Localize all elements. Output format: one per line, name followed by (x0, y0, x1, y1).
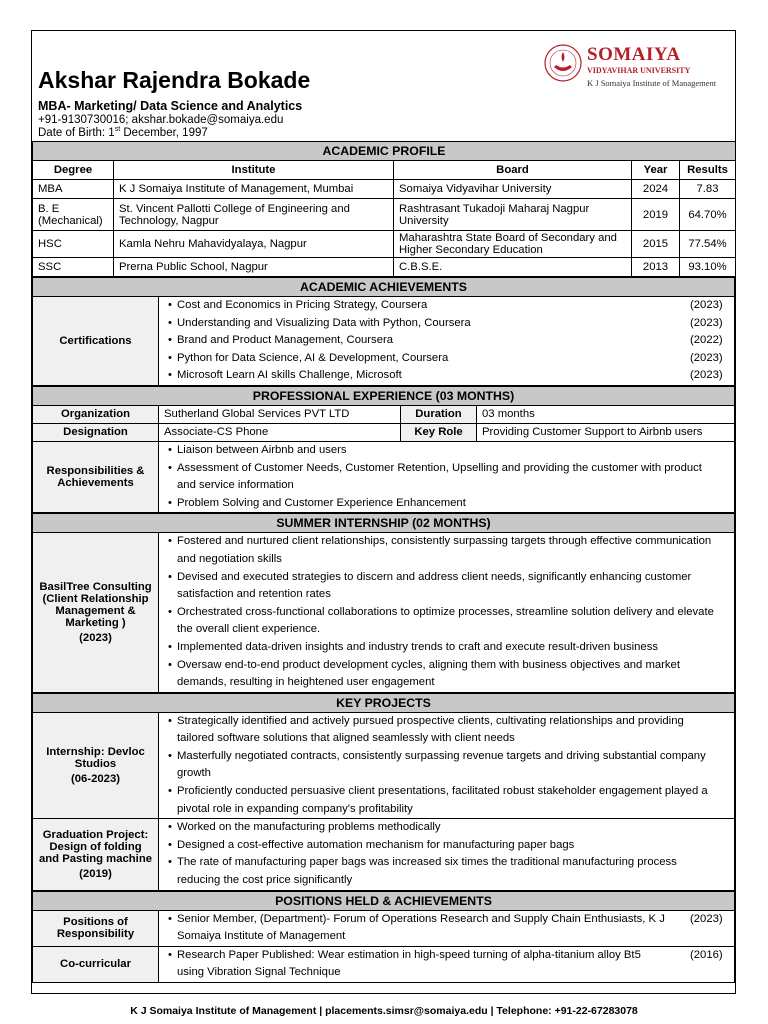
logo-name: SOMAIYA (587, 44, 681, 65)
contact-info: +91-9130730016; akshar.bokade@somaiya.edu (38, 114, 284, 126)
list-item: • Proficiently conducted persuasive client presentations, facilitated robust stakeholder engagement played a pivotal role in expanding company's profitability (159, 783, 714, 818)
section-title-experience: PROFESSIONAL EXPERIENCE (03 MONTHS) (33, 386, 735, 405)
positions-label: Positions of Responsibility (33, 910, 159, 946)
cell-degree: MBA (33, 180, 114, 199)
list-item: • Masterfully negotiated contracts, consistently surpassing revenue targets and driving substantial company growth (159, 748, 714, 783)
section-title-internship: SUMMER INTERNSHIP (02 MONTHS) (33, 514, 735, 533)
responsibilities-label: Responsibilities & Achievements (33, 441, 159, 512)
logo-institute: K J Somaiya Institute of Management (587, 78, 717, 88)
table-row (33, 231, 736, 258)
summer-internship-table (32, 513, 735, 692)
academic-achievements-table (32, 277, 735, 386)
university-logo (543, 41, 723, 93)
duration-label: Duration (401, 405, 477, 423)
co-curricular-list (159, 947, 734, 982)
key-projects-table (32, 693, 735, 891)
cell-board: Maharashtra State Board of Secondary and Higher Secondary Education (394, 231, 632, 258)
internship-company: BasilTree Consulting (39, 581, 152, 594)
page-footer: K J Somaiya Institute of Management | placements.simsr@somaiya.edu | Telephone: +91-22-67283078 (130, 1005, 638, 1017)
list-item: • Devised and executed strategies to discern and address client needs, significantly enhancing customer satisfaction and retention rates (159, 569, 714, 604)
table-row (33, 180, 736, 199)
organization-label: Organization (33, 405, 159, 423)
cell-result: 7.83 (680, 180, 736, 199)
project-1-year: (06-2023) (71, 772, 120, 785)
candidate-name: Akshar Rajendra Bokade (38, 67, 311, 93)
duration-value: 03 months (477, 405, 735, 423)
responsibilities-list (159, 442, 734, 512)
section-title-achievements: ACADEMIC ACHIEVEMENTS (33, 278, 735, 297)
academic-profile-table (32, 141, 736, 277)
project-2-title: Graduation Project: Design of folding and Pasting machine (39, 828, 152, 865)
program-title: MBA- Marketing/ Data Science and Analytics (38, 99, 303, 113)
list-item: • Assessment of Customer Needs, Customer Retention, Upselling and providing the customer with product and service information (159, 460, 734, 495)
list-item: • Brand and Product Management, Coursera (2022) (159, 332, 734, 350)
list-item: • Liaison between Airbnb and users (159, 442, 734, 460)
list-item: • Research Paper Published: Wear estimation in high-speed turning of alpha-titanium alloy Bt5 using Vibration Signal Technique (2016) (159, 947, 734, 982)
cell-institute: St. Vincent Pallotti College of Engineering and Technology, Nagpur (114, 199, 394, 231)
list-item: • Orchestrated cross-functional collaborations to optimize processes, streamline solution delivery and elevate the overall client experience. (159, 604, 714, 639)
cell-board: Somaiya Vidyavihar University (394, 180, 632, 199)
list-item: • Worked on the manufacturing problems methodically (159, 819, 714, 837)
cell-institute: K J Somaiya Institute of Management, Mumbai (114, 180, 394, 199)
col-header-degree: Degree (33, 161, 114, 180)
cell-result: 64.70% (680, 199, 736, 231)
project-1-title: Internship: Devloc Studios (46, 745, 145, 770)
col-header-institute: Institute (114, 161, 394, 180)
positions-table (32, 891, 735, 983)
cell-year: 2019 (632, 199, 680, 231)
list-item: • Senior Member, (Department)- Forum of Operations Research and Supply Chain Enthusiasts, K J Somaiya Institute of Management (2023) (159, 911, 734, 946)
project-2-year: (2019) (79, 867, 112, 880)
date-of-birth: Date of Birth: 1st December, 1997 (38, 126, 208, 139)
cell-institute: Prerna Public School, Nagpur (114, 258, 394, 277)
project-1-label (33, 712, 159, 819)
list-item: • Fostered and nurtured client relationships, consistently surpassing targets through effective communication and negotiation skills (159, 533, 714, 568)
professional-experience-table (32, 386, 735, 513)
co-curricular-label: Co-curricular (33, 946, 159, 982)
cell-year: 2024 (632, 180, 680, 199)
list-item: • Implemented data-driven insights and industry trends to craft and execute result-driven business (159, 639, 714, 657)
table-row (33, 258, 736, 277)
list-item: • Designed a cost-effective automation mechanism for manufacturing paper bags (159, 837, 714, 855)
section-title-positions: POSITIONS HELD & ACHIEVEMENTS (33, 891, 735, 910)
certifications-label: Certifications (33, 297, 159, 386)
list-item: • Cost and Economics in Pricing Strategy, Coursera (2023) (159, 297, 734, 315)
cell-institute: Kamla Nehru Mahavidyalaya, Nagpur (114, 231, 394, 258)
cell-year: 2013 (632, 258, 680, 277)
list-item: • Understanding and Visualizing Data with Python, Coursera (2023) (159, 315, 734, 333)
list-item: • Microsoft Learn AI skills Challenge, Microsoft (2023) (159, 367, 734, 385)
table-row (33, 199, 736, 231)
list-item: • Python for Data Science, AI & Development, Coursera (2023) (159, 350, 734, 368)
key-role-label: Key Role (401, 423, 477, 441)
section-title-academic: ACADEMIC PROFILE (33, 142, 736, 161)
resume-header (32, 31, 735, 141)
col-header-results: Results (680, 161, 736, 180)
section-title-projects: KEY PROJECTS (33, 693, 735, 712)
project-2-list (159, 819, 734, 889)
list-item: • The rate of manufacturing paper bags was increased six times the traditional manufacturing process reducing the cost price significantly (159, 854, 714, 889)
positions-list (159, 911, 734, 946)
project-1-list (159, 713, 734, 819)
internship-label (33, 533, 159, 692)
col-header-board: Board (394, 161, 632, 180)
list-item: • Strategically identified and actively pursued prospective clients, cultivating relationships and providing tailored software solutions that aligned seamlessly with client needs (159, 713, 714, 748)
designation-label: Designation (33, 423, 159, 441)
cell-result: 77.54% (680, 231, 736, 258)
internship-list (159, 533, 734, 691)
project-2-label (33, 819, 159, 890)
cell-degree: B. E (Mechanical) (33, 199, 114, 231)
cell-board: Rashtrasant Tukadoji Maharaj Nagpur University (394, 199, 632, 231)
col-header-year: Year (632, 161, 680, 180)
key-role-value: Providing Customer Support to Airbnb users (477, 423, 735, 441)
cell-board: C.B.S.E. (394, 258, 632, 277)
cell-result: 93.10% (680, 258, 736, 277)
internship-role: (Client Relationship Management & Marketing ) (42, 593, 149, 630)
certifications-list (159, 297, 734, 385)
list-item: • Problem Solving and Customer Experience Enhancement (159, 495, 734, 513)
list-item: • Oversaw end-to-end product development cycles, aligning them with business objectives and market demands, resulting in heightened user engagement (159, 657, 714, 692)
cell-degree: HSC (33, 231, 114, 258)
internship-year: (2023) (79, 632, 112, 645)
somaiya-emblem-icon (543, 41, 583, 91)
cell-degree: SSC (33, 258, 114, 277)
cell-year: 2015 (632, 231, 680, 258)
designation-value: Associate-CS Phone (159, 423, 401, 441)
resume-page (31, 30, 736, 994)
organization-value: Sutherland Global Services PVT LTD (159, 405, 401, 423)
logo-subtitle: VIDYAVIHAR UNIVERSITY (587, 66, 691, 75)
